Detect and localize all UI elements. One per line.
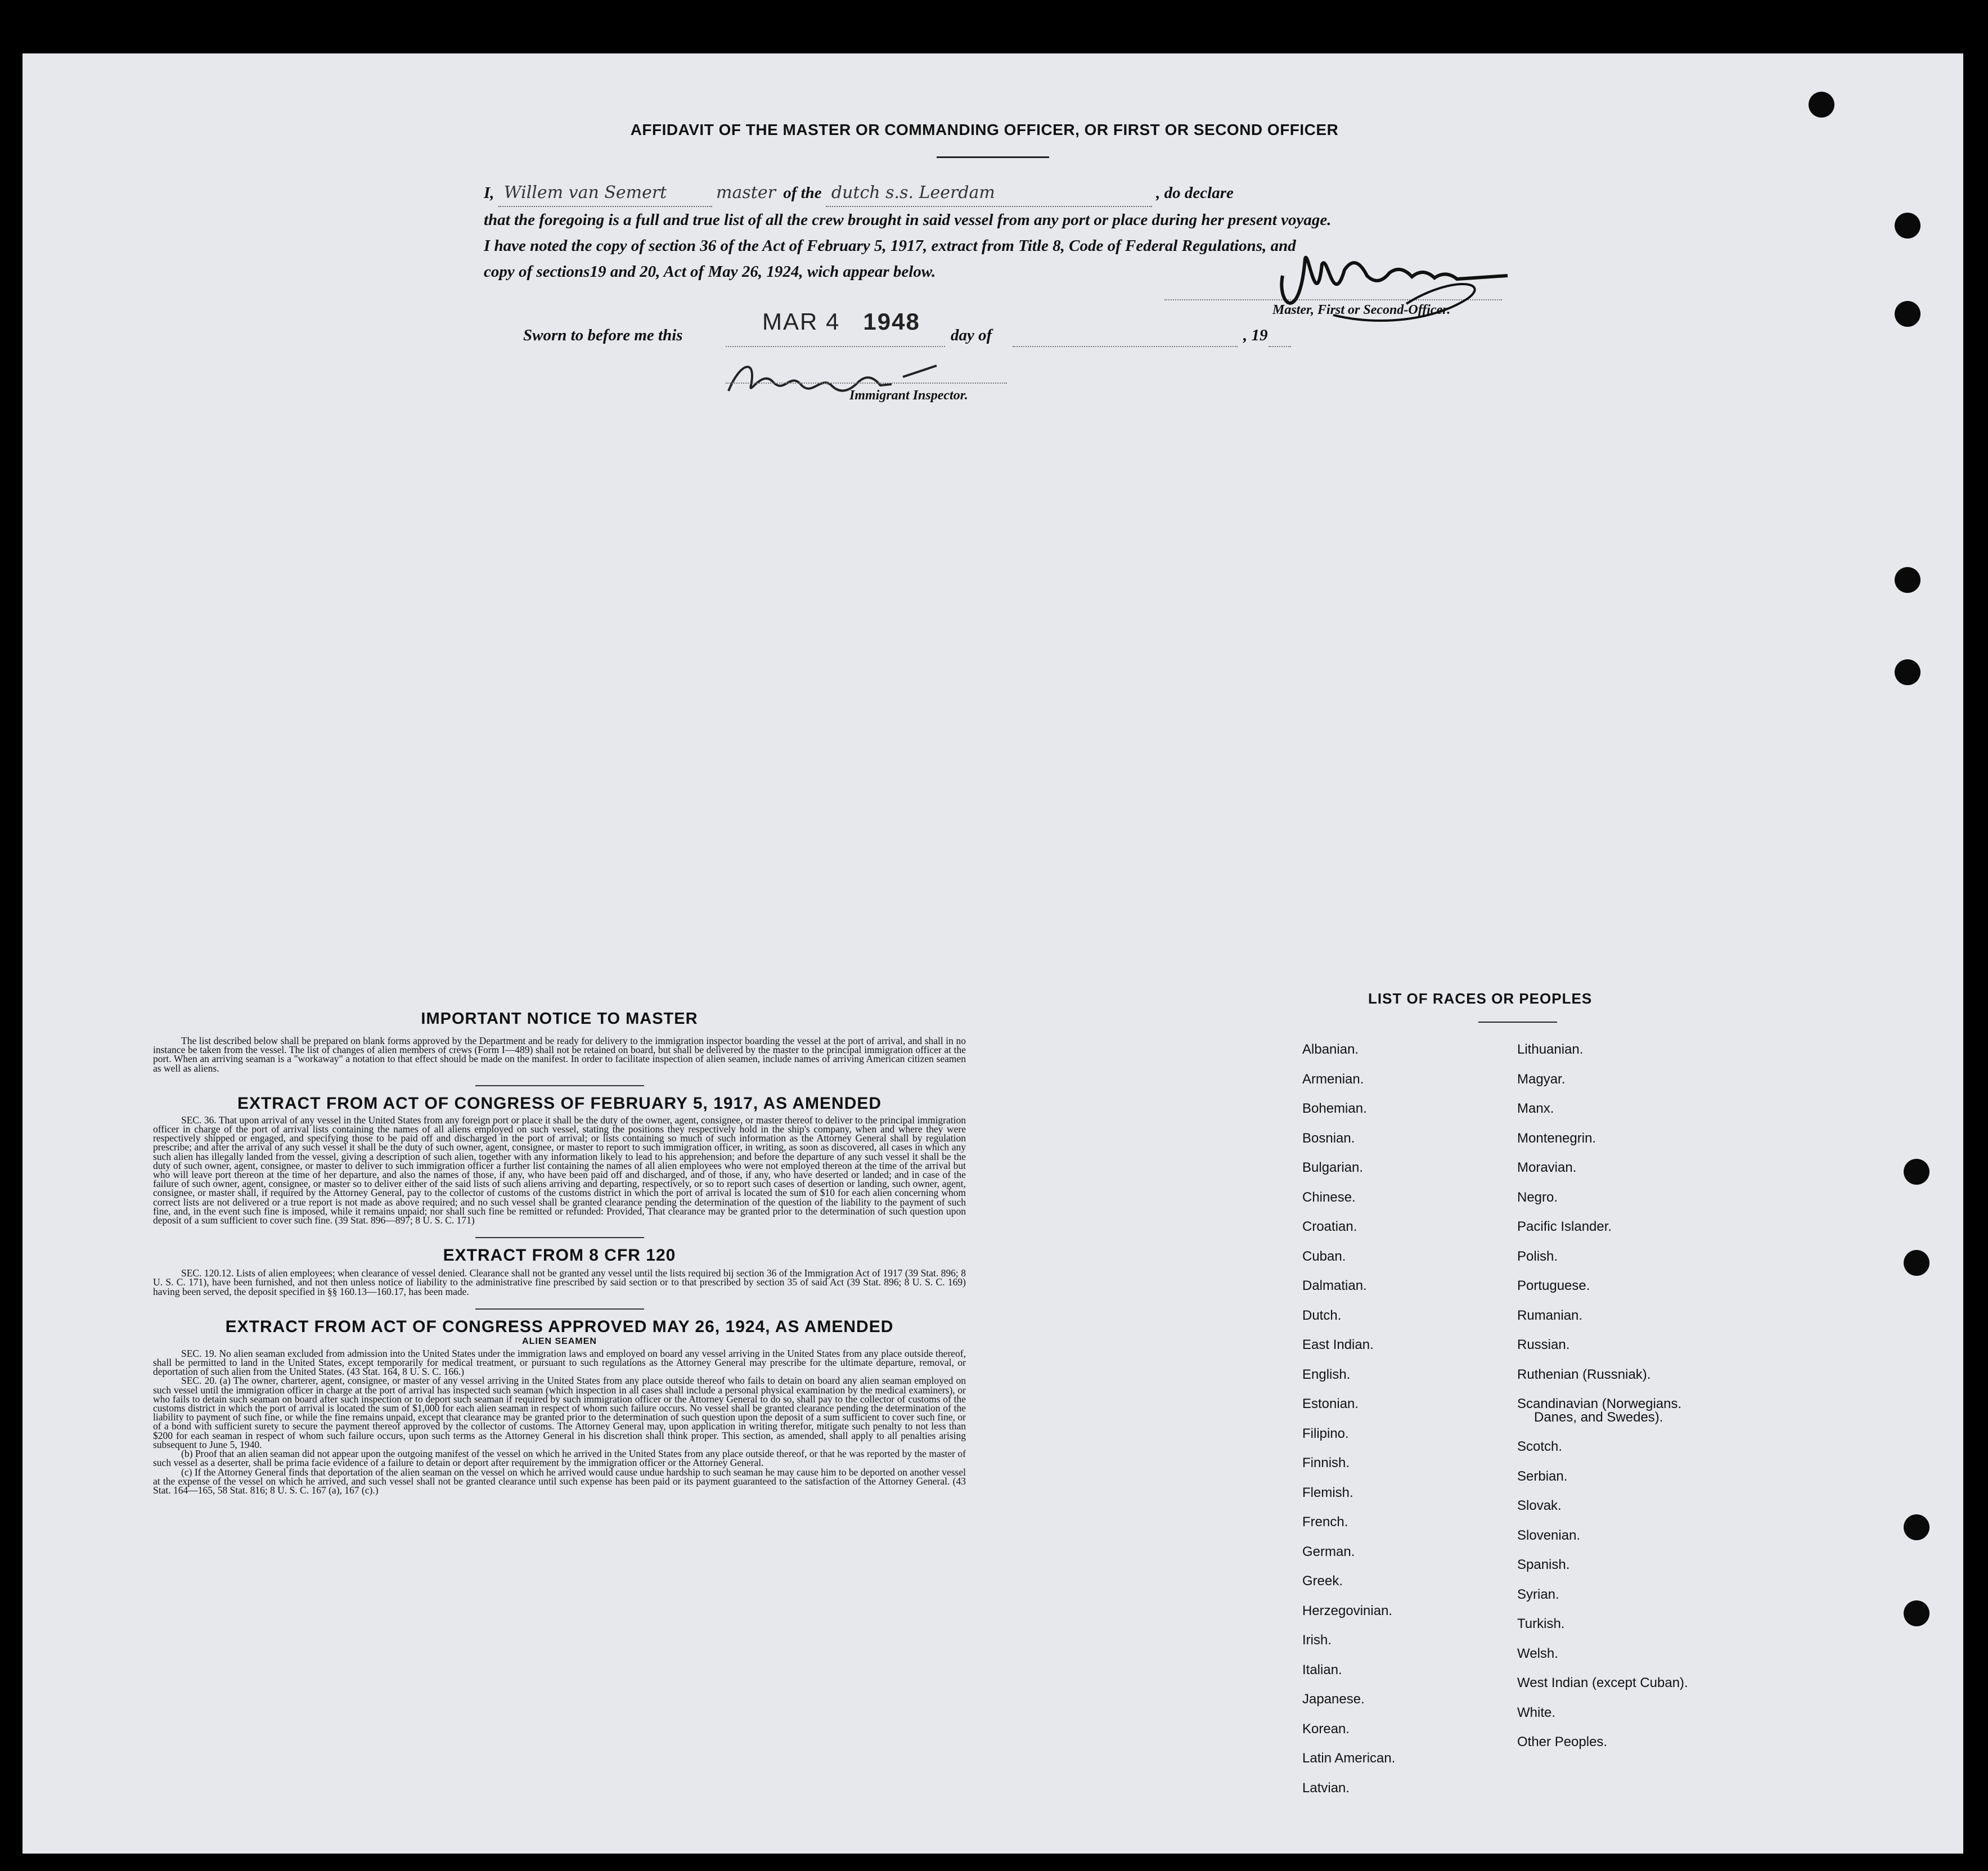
race-item: Welsh. xyxy=(1517,1645,1558,1661)
year-line xyxy=(1269,346,1291,347)
race-item: Turkish. xyxy=(1517,1616,1565,1632)
race-item: Flemish. xyxy=(1302,1485,1353,1500)
race-item: Estonian. xyxy=(1302,1396,1359,1411)
section-divider xyxy=(475,1085,644,1086)
race-item: Latin American. xyxy=(1302,1751,1396,1766)
extract3-subtitle: ALIEN SEAMEN xyxy=(522,1336,597,1346)
extract3-title: EXTRACT FROM ACT OF CONGRESS APPROVED MAY 26, 1924, AS AMENDED xyxy=(225,1317,894,1336)
declaration-line-2: that the foregoing is a full and true list of all the crew brought in said vessel from any port or place during her present voyage. xyxy=(484,211,1332,229)
stamp-year: 1948 xyxy=(863,308,920,335)
race-item: Albanian. xyxy=(1302,1042,1359,1057)
race-item: French. xyxy=(1302,1514,1348,1530)
race-item: Slovenian. xyxy=(1517,1527,1581,1543)
race-item: Spanish. xyxy=(1517,1557,1570,1573)
race-item: Bohemian. xyxy=(1302,1101,1367,1116)
race-item: Japanese. xyxy=(1302,1692,1365,1707)
race-item: Dutch. xyxy=(1302,1307,1342,1323)
punch-hole xyxy=(1895,213,1920,239)
date-stamp xyxy=(762,308,920,335)
punch-hole xyxy=(1904,1159,1929,1185)
race-item: Serbian. xyxy=(1517,1468,1568,1484)
race-item: Other Peoples. xyxy=(1517,1734,1608,1750)
punch-hole xyxy=(1904,1514,1929,1540)
race-item: Filipino. xyxy=(1302,1425,1349,1441)
year-prefix-label: , 19 xyxy=(1243,326,1268,344)
race-item: Scandinavian (Norwegians. xyxy=(1517,1396,1682,1411)
race-item: Magyar. xyxy=(1517,1071,1566,1087)
vessel-name-handwritten: dutch s.s. Leerdam xyxy=(826,180,1152,207)
race-item: Cuban. xyxy=(1302,1248,1346,1264)
extract3-para-1: SEC. 19. No alien seaman excluded from admission into the United States under the immigration laws and employed on board any vessel arriving in the United States from any place outside thereof, shall be permitted to land in the United States, except temporarily for medical treatment, or pursuant to such regulations as the Attorney General may prescribe for the ultimate departure, removal, or deportation of such alien from the United States. (43 Stat. 164, 8 U. S. C. 166.) xyxy=(153,1347,966,1378)
declaration-line-4: copy of sections19 and 20, Act of May 26, 1924, wich appear below. xyxy=(484,263,936,281)
race-item: English. xyxy=(1302,1366,1351,1382)
inspector-signature-line xyxy=(726,383,1007,384)
race-item: Lithuanian. xyxy=(1517,1042,1584,1057)
race-item: Danes, and Swedes). xyxy=(1534,1409,1663,1425)
race-item: Greek. xyxy=(1302,1573,1343,1589)
affidavit-title: AFFIDAVIT OF THE MASTER OR COMMANDING OFFICER, OR FIRST OR SECOND OFFICER xyxy=(630,121,1339,138)
title-divider xyxy=(937,156,1049,158)
declaration-prefix: I, xyxy=(484,184,494,202)
notice-body: The list described below shall be prepared on blank forms approved by the Department and be ready for delivery to the immigration inspector boarding the vessel at the port of arrival, and shall in no instance be taken from the vessel. The list of changes of alien members of crews (Form I—489) shall not be retained on board, but shall be delivered by the master to the principal immigration officer at the port. When an arriving seaman is a "workaway" a notation to that effect should be made on the manifest. In order to facilitate inspection of alien seamen, include names of arriving American citizen seamen as well as aliens. xyxy=(153,1035,966,1074)
section-divider xyxy=(475,1308,644,1310)
race-item: Korean. xyxy=(1302,1721,1350,1737)
race-item: Chinese. xyxy=(1302,1189,1356,1205)
race-item: German. xyxy=(1302,1544,1355,1559)
race-item: Scotch. xyxy=(1517,1439,1563,1455)
master-role-handwritten: master xyxy=(716,183,776,203)
punch-hole xyxy=(1895,301,1920,327)
race-item: Portuguese. xyxy=(1517,1278,1590,1293)
race-item: Herzegovinian. xyxy=(1302,1603,1393,1618)
punch-hole xyxy=(1895,567,1920,593)
document-sheet xyxy=(23,53,1963,1854)
race-item: Finnish. xyxy=(1302,1455,1350,1470)
race-item: Polish. xyxy=(1517,1248,1558,1264)
declare-label: , do declare xyxy=(1156,184,1234,202)
master-signature-caption: Master, First or Second-Officer. xyxy=(1272,303,1451,317)
race-item: Negro. xyxy=(1517,1189,1558,1205)
day-of-line xyxy=(1013,346,1238,347)
race-item: Moravian. xyxy=(1517,1160,1577,1175)
punch-hole xyxy=(1895,659,1920,685)
extract2-title: EXTRACT FROM 8 CFR 120 xyxy=(443,1246,676,1265)
race-item: Dalmatian. xyxy=(1302,1278,1367,1293)
race-item: Syrian. xyxy=(1517,1586,1559,1602)
race-item: Rumanian. xyxy=(1517,1307,1583,1323)
declaration-line-1 xyxy=(484,180,1519,207)
extract3-para-4: (c) If the Attorney General finds that deportation of the alien seaman on the vessel on which he arrived would cause undue hardship to such seaman he may cause him to be deported on another vessel at the expense of the vessel on which he arrived, and such vessel shall not be granted clearance until such expense has been paid or its payment guaranteed to the satisfaction of the Attorney General. (43 Stat. 164—165, 58 Stat. 816; 8 U. S. C. 167 (a), 167 (c).) xyxy=(153,1466,966,1496)
race-item: Armenian. xyxy=(1302,1071,1364,1087)
race-item: Italian. xyxy=(1302,1662,1342,1677)
punch-hole xyxy=(1809,92,1834,118)
sworn-date-line xyxy=(726,346,945,347)
extract3-para-3: (b) Proof that an alien seaman did not appear upon the outgoing manifest of the vessel on which he arrived in the United States from any place outside thereof, or that he was reported by the master of such vessel as a deserter, shall be prima facie evidence of a failure to detain or deport after requirement by the immigration officer or the Attorney General. xyxy=(153,1448,966,1469)
races-divider xyxy=(1478,1022,1557,1023)
inspector-caption: Immigrant Inspector. xyxy=(849,388,968,403)
race-item: Ruthenian (Russniak). xyxy=(1517,1366,1651,1382)
extract1-title: EXTRACT FROM ACT OF CONGRESS OF FEBRUARY 5, 1917, AS AMENDED xyxy=(237,1094,882,1113)
race-item: East Indian. xyxy=(1302,1337,1374,1352)
race-item: Pacific Islander. xyxy=(1517,1219,1612,1234)
race-item: Croatian. xyxy=(1302,1219,1357,1234)
extract2-body: SEC. 120.12. Lists of alien employees; when clearance of vessel denied. Clearance shall not be granted any vessel until the lists required bij section 36 of the Immigration Act of 1917 (39 Stat. 896; 8 U. S. C. 171), have been furnished, and not then unless notice of liability to the administrative fine prescribed by said section or to that prescribed by section 35 of said Act (39 Stat. 896; 8 U. S. C. 169) having been served, the deposit specified in §§ 160.13—160.17, has been made. xyxy=(153,1267,966,1297)
master-name-handwritten: Willem van Semert xyxy=(498,180,712,207)
stamp-month-day: MAR 4 xyxy=(762,308,840,335)
race-item: Latvian. xyxy=(1302,1780,1350,1796)
extract3-para-2: SEC. 20. (a) The owner, charterer, agent, consignee, or master of any vessel arriving in the United States from any place outside thereof who fails to detain on board any alien seaman employed on such vessel until the immigration officer in charge at the port of arrival has inspected such seaman (which inspection in all cases shall include a personal physical examination by the medical examiners), or who fails to detain such seaman on board after such inspection or to deport such seaman if required by such immigration officer or the Attorney General to do so, shall pay to the collector of customs of the customs district in which the port of arrival is located the sum of $1,000 for each alien seaman in respect of whom such failure occurs. No vessel shall be granted clearance pending the determination of the liability to payment of such fine, or while the fine remains unpaid, except that clearance may be granted prior to the determination of such question upon the deposit of a sum sufficient to cover such fine, or of a bond with sufficient surety to secure the payment thereof approved by the collector of customs. The Attorney General may, upon application in writing therefor, mitigate such penalty to not less than $200 for each seaman in respect of whom such failure occurs, upon such terms as the Attorney General in his discretion shall think proper. This section, as amended, shall apply to all penalties arising subsequent to June 5, 1940. xyxy=(153,1375,966,1450)
race-item: West Indian (except Cuban). xyxy=(1517,1675,1688,1691)
declaration-line-3: I have noted the copy of section 36 of the Act of February 5, 1917, extract from Title 8, Code of Federal Regulations, and xyxy=(484,237,1296,255)
notice-title: IMPORTANT NOTICE TO MASTER xyxy=(421,1010,698,1028)
of-the-label: of the xyxy=(783,184,822,202)
race-item: Irish. xyxy=(1302,1632,1332,1648)
extract1-body: SEC. 36. That upon arrival of any vessel in the United States from any foreign port or place it shall be the duty of the owner, agent, consignee, or master thereof to deliver to the principal immigration officer in charge of the port of arrival lists containing the names of all aliens employed on such vessel, stating the positions they respectively hold in the ship's company, when and where they were respectively shipped or engaged, and specifying those to be paid off and discharged in the port of arrival; or lists containing so much of such information as the Attorney General shall by regulation prescribe; and after the arrival of any such vessel it shall be the duty of such owner, agent, consignee, or master to report to such immigration officer, in writing, as soon as discovered, all cases in which any such alien has illegally landed from the vessel, giving a description of such alien, together with any information likely to lead to his apprehension; and before the departure of any such vessel it shall be the duty of such owner, agent, consignee, or master to deliver to such immigration officer a further list containing the names of all alien employees who were not employed thereon at the time of the arrival but who will leave port thereon at the time of her departure, and also the names of those, if any, who have been paid off and discharged, and of those, if any, who have deserted or landed; and in case of the failure of such owner, agent, consignee, or master so to deliver either of the said lists of such aliens arriving and departing, respectively, or so to report such cases of desertion or landing, such owner, agent, consignee, or master shall, if required by the Attorney General, pay to the collector of customs of the customs district in which the port of arrival is located the sum of $10 for each alien concerning whom correct lists are not delivered or a true report is not made as above required; and no such vessel shall be granted clearance pending the determination of the question of the liability to the payment of such fine, and, in the event such fine is imposed, while it remains unpaid; nor shall such fine be remitted or refunded: Provided, That clearance may be granted prior to the determination of such question upon deposit of a sum sufficient to cover such fine. (39 Stat. 896—897; 8 U. S. C. 171) xyxy=(153,1114,966,1226)
race-item: White. xyxy=(1517,1704,1556,1720)
race-item: Russian. xyxy=(1517,1337,1570,1352)
race-item: Bosnian. xyxy=(1302,1130,1355,1146)
race-item: Montenegrin. xyxy=(1517,1130,1596,1146)
sworn-label: Sworn to before me this xyxy=(523,326,683,344)
race-item: Bulgarian. xyxy=(1302,1160,1364,1175)
important-notice xyxy=(153,1010,966,1495)
section-divider xyxy=(475,1237,644,1238)
race-item: Slovak. xyxy=(1517,1498,1562,1514)
race-item: Manx. xyxy=(1517,1101,1554,1116)
races-title: LIST OF RACES OR PEOPLES xyxy=(1368,990,1593,1007)
day-of-label: day of xyxy=(951,326,992,344)
punch-hole xyxy=(1904,1600,1929,1626)
punch-hole xyxy=(1904,1250,1929,1276)
